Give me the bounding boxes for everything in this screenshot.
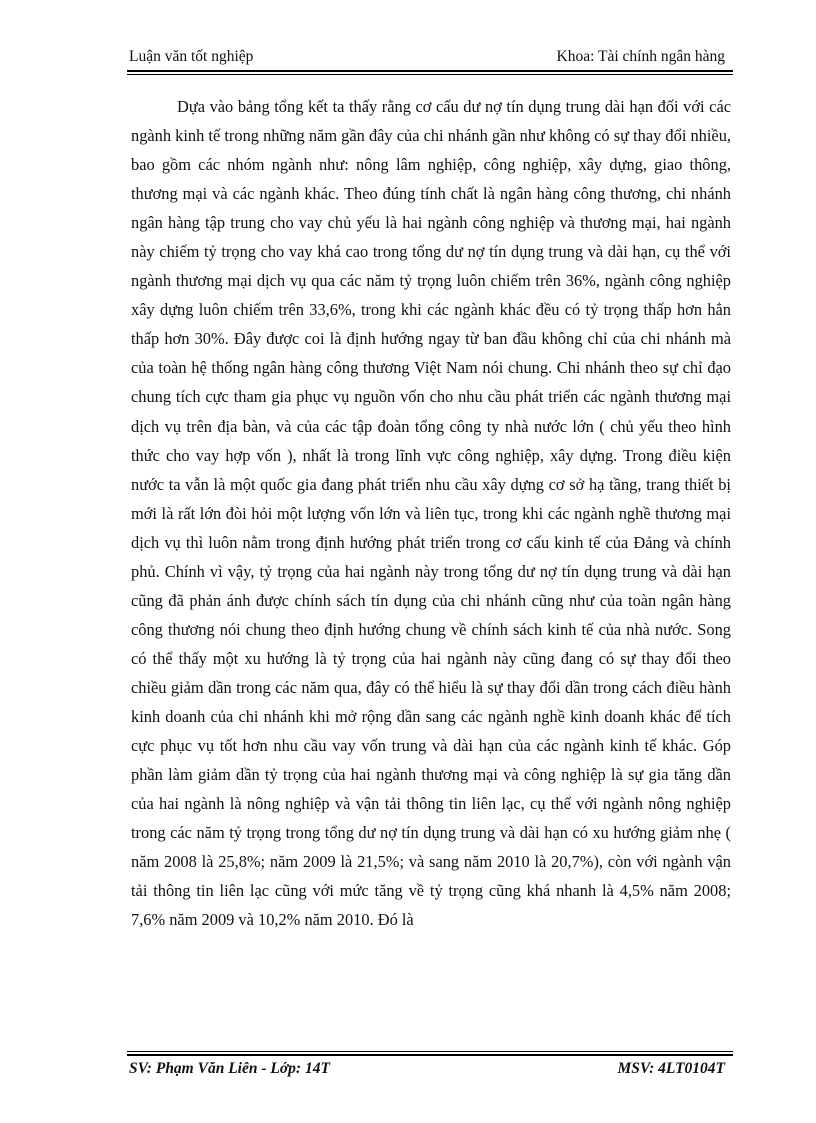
footer-student-id: MSV: 4LT0104T (617, 1060, 725, 1077)
footer-student-info: SV: Phạm Văn Liên - Lớp: 14T (129, 1060, 330, 1077)
page-header (127, 48, 733, 70)
page-footer (127, 1060, 733, 1082)
body-paragraph: Dựa vào bảng tổng kết ta thấy rằng cơ cấu dư nợ tín dụng trung dài hạn đối với các ngành kinh tế trong những năm gần đây của chi nhánh gần như không có sự thay đổi nhiều, bao gồm các nhóm ngành như: nông lâm nghiệp, công nghiệp, xây dựng, giao thông, thương mại và các ngành khác. Theo đúng tính chất là ngân hàng công thương, chi nhánh ngân hàng tập trung cho vay chủ yếu là hai ngành công nghiệp và thương mại, hai ngành này chiếm tỷ trọng cho vay khá cao trong tổng dư nợ tín dụng trung và dài hạn, cụ thể với ngành thương mại dịch vụ qua các năm tỷ trọng luôn chiếm trên 36%, ngành công nghiệp xây dựng luôn chiếm trên 33,6%, trong khi các ngành khác đều có tỷ trọng thấp hơn hẳn thấp hơn 30%. Đây được coi là định hướng ngay từ ban đầu không chỉ của chi nhánh mà của toàn hệ thống ngân hàng công thương Việt Nam nói chung. Chi nhánh theo sự chỉ đạo chung tích cực tham gia phục vụ nguồn vốn cho nhu cầu phát triển các ngành thương mại dịch vụ trên địa bàn, và của các tập đoàn tổng công ty nhà nước lớn ( chủ yếu theo hình thức cho vay hợp vốn ), nhất là trong lĩnh vực công nghiệp, xây dựng. Trong điều kiện nước ta vẫn là một quốc gia đang phát triển nhu cầu xây dựng cơ sở hạ tầng, trang thiết bị mới là rất lớn đòi hỏi một lượng vốn lớn và liên tục, trong khi các ngành nghề thương mại dịch vụ thì luôn nằm trong định hướng phát triển trong cơ cấu kinh tế của Đảng và chính phủ. Chính vì vậy, tỷ trọng của hai ngành này trong tổng dư nợ tín dụng trung và dài hạn cũng đã phản ánh được chính sách tín dụng của chi nhánh cũng như của toàn ngân hàng công thương nói chung theo định hướng chung về chính sách kinh tế của nhà nước. Song có thể thấy một xu hướng là tỷ trọng của hai ngành này cũng đang có sự thay đổi theo chiều giảm dần trong các năm qua, đây có thể hiểu là sự thay đổi dần trong cách điều hành kinh doanh của chi nhánh khi mở rộng dần sang các ngành nghề kinh doanh khác để tích cực phục vụ tốt hơn nhu cầu vay vốn trung và dài hạn của các ngành kinh tế khác. Góp phần làm giảm dần tỷ trọng của hai ngành thương mại và công nghiệp là sự gia tăng dần của hai ngành là nông nghiệp và vận tải thông tin liên lạc, cụ thể với ngành nông nghiệp trong các năm tỷ trọng trong tổng dư nợ tín dụng trung và dài hạn có xu hướng giảm nhẹ ( năm 2008 là 25,8%; năm 2009 là 21,5%; và sang năm 2010 là 20,7%), còn với ngành vận tải thông tin liên lạc cũng với mức tăng về tỷ trọng cũng khá nhanh là 4,5% năm 2008; 7,6% năm 2009 và 10,2% năm 2010. Đó là (131, 97, 731, 930)
header-faculty: Khoa: Tài chính ngân hàng (556, 48, 725, 65)
header-rule-thin (127, 74, 733, 75)
footer-rule-thin (127, 1051, 733, 1052)
footer-rule (127, 1054, 733, 1056)
header-thesis-title: Luận văn tốt nghiệp (129, 48, 254, 65)
